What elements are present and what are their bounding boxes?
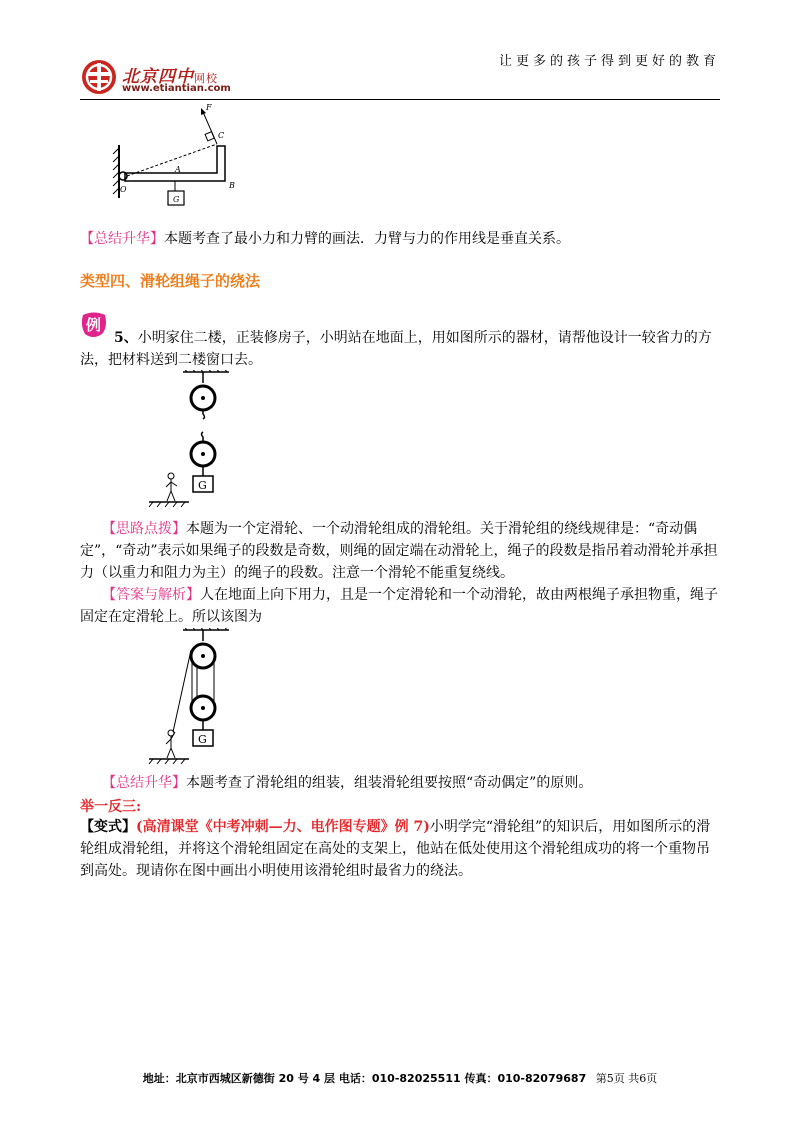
answer-text: 人在地面上向下用力，且是一个定滑轮和一个动滑轮，故由两根绳子承担物重，绳子固定在定滑轮上。所以该图为 — [80, 587, 718, 625]
footer-page: 第5页 共6页 — [595, 1072, 658, 1085]
label-c: C — [218, 131, 225, 140]
label-g: G — [173, 195, 180, 204]
label-b: B — [229, 181, 235, 190]
example-badge-text: 例 — [86, 316, 102, 334]
answer-paragraph — [80, 584, 720, 628]
lever-figure — [105, 100, 255, 210]
variant-source: (高清课堂《中考冲刺—力、电作图专题》例 7) — [136, 819, 430, 835]
summary-paragraph-1 — [80, 228, 720, 250]
label-a: A — [175, 165, 181, 174]
weight-label: G — [198, 479, 207, 492]
label-f: F — [206, 103, 212, 112]
example-question — [80, 327, 720, 371]
logo-name-text: 北京四中 — [122, 67, 194, 87]
pulley-figure-answer — [145, 628, 255, 768]
example-number: 5、 — [114, 330, 138, 346]
summary-text-2: 本题考查了滑轮组的组装，组装滑轮组要按照“奇动偶定”的原则。 — [186, 775, 593, 791]
example-text: 小明家住二楼，正装修房子，小明站在地面上，用如图所示的器材，请帮他设计一较省力的方法，把材料送到二楼窗口去。 — [80, 330, 712, 368]
logo-suffix: 网校 — [194, 72, 218, 85]
practice-paragraph — [80, 816, 720, 882]
logo-emblem — [80, 58, 118, 96]
logo-icon — [80, 58, 118, 96]
variant-text: 小明学完“滑轮组”的知识后，用如图所示的滑轮组成滑轮组，并将这个滑轮组固定在高处的支架上，他站在低处使用这个滑轮组成功的将一个重物吊到高处。现请你在图中画出小明使用该滑轮组时最省力的绕法。 — [80, 819, 711, 879]
label-o: O — [120, 185, 127, 194]
footer — [0, 1070, 800, 1086]
practice-title: 举一反三: — [80, 799, 142, 815]
footer-address: 地址：北京市西城区新德街 20 号 4 层 电话：010-82025511 传真：010-82079687 — [142, 1072, 587, 1085]
summary-tag: 【总结升华】 — [80, 231, 164, 247]
hint-text: 本题为一个定滑轮、一个动滑轮组成的滑轮组。关于滑轮组的绕线规律是：“奇动偶定”，“奇动”表示如果绳子的段数是奇数，则绳的固定端在动滑轮上，绳子的段数是指吊着动滑轮并承担力（以重力和阻力为主）的绳子的段数。注意一个滑轮不能重复绕线。 — [80, 521, 718, 581]
hint-paragraph — [80, 518, 720, 584]
answer-tag: 【答案与解析】 — [102, 587, 200, 603]
hint-tag: 【思路点拨】 — [102, 521, 186, 537]
logo-url: www.etiantian.com — [122, 83, 231, 94]
summary-tag-2: 【总结升华】 — [102, 775, 186, 791]
weight-label-answer: G — [198, 733, 207, 746]
summary-paragraph-2 — [80, 772, 720, 794]
pulley-figure-question — [145, 370, 255, 510]
summary-text: 本题考查了最小力和力臂的画法．力臂与力的作用线是垂直关系。 — [164, 231, 570, 247]
variant-tag: 【变式】 — [80, 819, 136, 835]
header-slogan: 让更多的孩子得到更好的教育 — [498, 54, 720, 69]
section-title: 类型四、滑轮组绳子的绕法 — [80, 272, 261, 290]
